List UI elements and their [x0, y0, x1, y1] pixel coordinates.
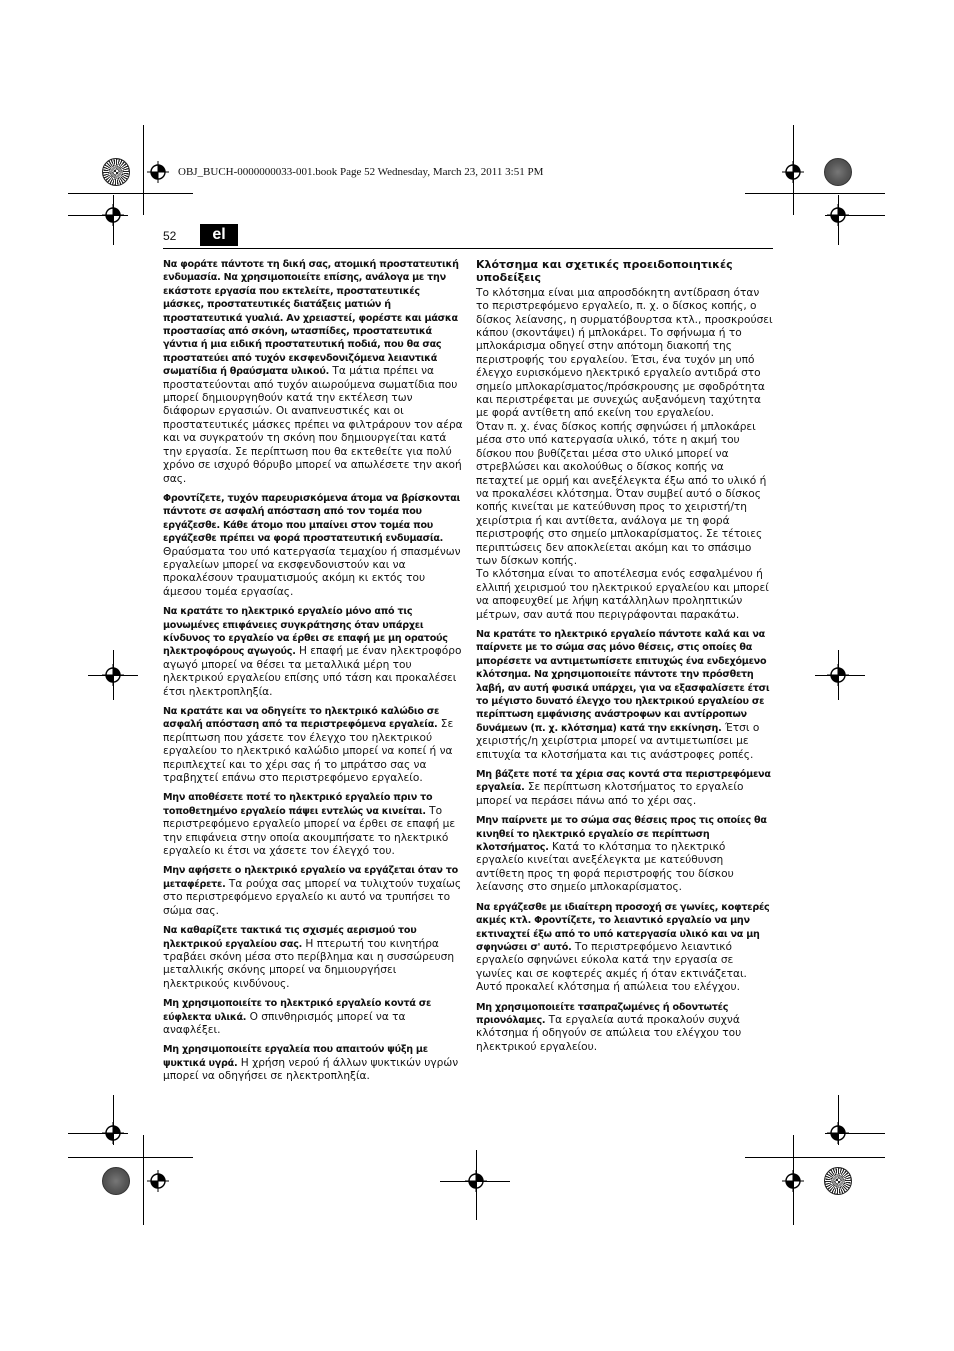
page-number: 52	[163, 229, 177, 243]
warning-lead: Μην αφήσετε ο ηλεκτρικό εργαλείο να εργάζεται όταν το μεταφέρετε.	[163, 865, 458, 890]
crop-line	[143, 1135, 144, 1225]
paragraph-text: Κατά το κλότσημα το ηλεκτρικό εργαλείο κινείται ανεξέλεγκτα με κατεύθυνση αντίθετη προς τη φορά περιστροφής του δίσκου λείανσης στο σημείο μπλοκαρίσματος.	[476, 841, 734, 894]
warning-lead: Μην παίρνετε με το σώμα σας θέσεις προς τις οποίες θα κινηθεί το ηλεκτρικό εργαλείο σε περίπτωση κλοτσήματος.	[476, 815, 767, 854]
safety-paragraph	[163, 258, 463, 486]
warning-lead: Μην αποθέσετε ποτέ το ηλεκτρικό εργαλείο πριν το τοποθετημένο εργαλείο πάψει εντελώς να κινείται.	[163, 792, 433, 817]
section-heading: Κλότσημα και σχετικές προειδοποιητικές υποδείξεις	[476, 258, 733, 285]
paragraph-text: Τα εργαλεία αυτά προκαλούν συχνά κλότσημα ή οδηγούν σε απώλεια του ελέγχου του ηλεκτρικού εργαλείου.	[476, 1013, 742, 1053]
registration-crosshair-icon	[782, 1170, 804, 1192]
registration-rosette-icon	[102, 1167, 130, 1195]
registration-crosshair-icon	[102, 204, 124, 226]
left-column	[163, 258, 463, 1090]
paragraph-text: Η πτερωτή του κινητήρα τραβάει σκόνη μέσα στο περίβλημα και η συσσώρευση μεταλλικής σκόνης μπορεί να δημιουργήσει ηλεκτρικούς κινδύνους.	[163, 937, 455, 990]
safety-paragraph	[163, 492, 463, 599]
warning-lead: Μη χρησιμοποιείτε τσαπραζωμένες ή οδοντωτές πριονόλαμες.	[476, 1001, 729, 1026]
paragraph-text: Το περιστρεφόμενο λειαντικό εργαλείο σφηνώνει εύκολα κατά την εργασία σε γωνίες και σε κοφτερές ακμές ή όταν εκτινάζεται. Αυτό προκαλεί κλότσημα ή απώλεια του ελέγχου.	[476, 940, 747, 994]
registration-crosshair-icon	[827, 1122, 849, 1144]
crop-line	[68, 1157, 193, 1158]
safety-paragraph	[163, 605, 463, 699]
warning-lead: Να κρατάτε και να οδηγείτε το ηλεκτρικό καλώδιο σε ασφαλή απόσταση από τα περιστρεφόμενα εργαλεία.	[163, 706, 440, 731]
registration-rosette-icon	[102, 158, 130, 186]
registration-crosshair-icon	[465, 1170, 487, 1192]
registration-rosette-icon	[824, 158, 852, 186]
paragraph-text: Θραύσματα του υπό κατεργασία τεμαχίου ή σπασμένων εργαλείων μπορεί να εκσφενδονιστούν και να προκαλέσουν τραυματισμούς ακόμη κι εκτός του άμεσου τομέα εργασίας.	[163, 545, 461, 598]
registration-crosshair-icon	[827, 204, 849, 226]
warning-lead: Μη βάζετε ποτέ τα χέρια σας κοντά στα περιστρεφόμενα εργαλεία.	[476, 769, 771, 794]
registration-crosshair-icon	[102, 664, 124, 686]
paragraph-text: Σε περίπτωση κλοτσήματος το εργαλείο μπορεί να περάσει πάνω από το χέρι σας.	[476, 781, 744, 807]
intro-paragraph: Όταν π. χ. ένας δίσκος κοπής σφηνώσει ή μπλοκάρει μέσα στο υπό κατεργασία υλικό, τότε η ακμή του δίσκου που βυθίζεται μέσα στο υλικό μπορεί να στρεβλώσει και ακολούθως ο δίσκος κοπής να πεταχτεί με ορμή και ανεξέλεγκτα έξω από το υλικό ή να προκαλέσει κλότσημα. Όταν συμβεί αυτό ο δίσκος κοπής κινείται με κατεύθυνση προς το χειριστή/τη χειρίστρια ή και αντίθετα, ανάλογα με τη φορά περιστροφής στο σημείο μπλοκαρίσματος. Σε τέτοιες περιπτώσεις δεν αποκλείεται ακόμη και το σπάσιμο των δίσκων κοπής.	[476, 420, 767, 567]
language-badge: el	[200, 224, 238, 246]
safety-paragraph	[163, 997, 463, 1037]
warning-lead: Να φοράτε πάντοτε τη δική σας, ατομική προστατευτική ενδυμασία. Να χρησιμοποιείτε επίσης, ανάλογα με την εκάστοτε εργασία που εκτελείτε, προστατευτικές μάσκες, προστατευτικές διατάξεις ματιών ή προστατευτικά γυαλιά. Αν χρειαστεί, φορέστε και μάσκα προστασίας από σκόνη, ωτασπίδες, προστατευτικά γάντια ή μια ειδική προστατευτική ποδιά, που θα σας προστατεύει από τυχόν εκσφενδονιζόμενα λειαντικά σωματίδια ή θραύσματα υλικού.	[163, 259, 459, 378]
paragraph-text: Σε περίπτωση που χάσετε τον έλεγχο του ηλεκτρικού εργαλείου το ηλεκτρικό καλώδιο μπορεί να κοπεί ή να περιπλεχτεί και το χέρι σας ή το μπράτσο σας να τραβηχτεί επάνω στο περιστρεφόμενο εργαλείο.	[163, 718, 454, 785]
safety-paragraph	[163, 705, 463, 785]
safety-paragraph	[476, 628, 773, 762]
print-file-info: OBJ_BUCH-0000000033-001.book Page 52 Wednesday, March 23, 2011 3:51 PM	[178, 166, 544, 178]
safety-paragraph	[476, 814, 773, 894]
safety-paragraph	[163, 924, 463, 991]
safety-paragraph	[476, 901, 773, 995]
safety-paragraph	[163, 864, 463, 918]
crop-line	[68, 193, 193, 194]
safety-paragraph	[163, 1043, 463, 1083]
crop-line	[143, 125, 144, 215]
registration-crosshair-icon	[827, 664, 849, 686]
warning-lead: Φροντίζετε, τυχόν παρευρισκόμενα άτομα να βρίσκονται πάντοτε σε ασφαλή απόσταση από τον τομέα που εργάζεσθε. Κάθε άτομο που μπαίνει στον τομέα που εργάζεσθε πρέπει να φορά προστατευτική ενδυμασία.	[163, 492, 461, 545]
registration-crosshair-icon	[147, 1170, 169, 1192]
paragraph-text: Το περιστρεφόμενο εργαλείο μπορεί να έρθει σε επαφή με την επιφάνεια στην οποία ακουμπήσατε το ηλεκτρικό εργαλείο κι έτσι να χάσετε τον έλεγχό του.	[163, 804, 456, 858]
intro-paragraph: Το κλότσημα είναι μια απροσδόκητη αντίδραση όταν το περιστρεφόμενο εργαλείο, π. χ. ο δίσκος κοπής, ο δίσκος λείανσης, η συρματόβουρτσα κτλ., προσκρούσει κάπου (σκοντάψει) ή μπλοκάρει. Το σφήνωμα ή το μπλοκάρισμα οδηγεί στην απότομη διακοπή της περιστροφής του εργαλείου. Έτσι, ένα τυχόν μη υπό έλεγχο ευρισκόμενο ηλεκτρικό εργαλείο αντιδρά στο σημείο μπλοκαρίσματος/πρόσκρουσης με σφοδρότητα και περιστρέφεται με συνεχώς αυξανόμενη ταχύτητα με φορά αντίθετη από εκείνη του εργαλείου.	[476, 286, 773, 420]
paragraph-text: Τα μάτια πρέπει να προστατεύονται από τυχόν αιωρούμενα σωματίδια που μπορεί δημιουργηθούν κατά την εκτέλεση των διάφορων εργασιών. Οι αναπνευστικές και οι προστατευτικές μάσκες πρέπει να φιλτράρουν τον αέρα και να συγκρατούν τη σκόνη που δημιουργείται κατά την εργασία. Σε περίπτωση που θα εκτεθείτε για πολύ χρόνο σε ισχυρό θόρυβο μπορεί να απωλέσετε την ακοή σας.	[163, 365, 463, 485]
safety-paragraph	[163, 791, 463, 858]
warning-lead: Να κρατάτε το ηλεκτρικό εργαλείο μόνο από τις μονωμένες επιφάνειες συγκράτησης όταν υπάρχει κίνδυνος το εργαλείο να έρθει σε επαφή με μη ορατούς ηλεκτροφόρους αγωγούς.	[163, 606, 448, 658]
right-column	[476, 258, 773, 1060]
paragraph-text: Έτσι ο χειριστής/η χειρίστρια μπορεί να αντιμετωπίσει με επιτυχία τα κλοτσήματα και τις ανάστροφες ροπές.	[476, 721, 760, 761]
paragraph-text: Τα ρούχα σας μπορεί να τυλιχτούν τυχαίως στο περιστρεφόμενο εργαλείο κι αυτό να τρυπήσει το σώμα σας.	[163, 877, 462, 917]
warning-lead: Να καθαρίζετε τακτικά τις σχισμές αερισμού του ηλεκτρικού εργαλείου σας.	[163, 925, 417, 950]
warning-lead: Να εργάζεσθε με ιδιαίτερη προσοχή σε γωνίες, κοφτερές ακμές κτλ. Φροντίζετε, το λειαντικό εργαλείο να μην εκτιναχτεί έξω από το υπό κατεργασία υλικό και να μη σφηνώσει σ' αυτό.	[476, 901, 770, 953]
warning-lead: Να κρατάτε το ηλεκτρικό εργαλείο πάντοτε καλά και να παίρνετε με το σώμα σας μόνο θέσεις, στις οποίες θα μπορέσετε να αντιμετωπίσετε επιτυχώς ένα ενδεχόμενο κλότσημα. Να χρησιμοποιείτε πάντοτε την πρόσθετη λαβή, αν αυτή φυσικά υπάρχει, για να εξασφαλίσετε έτσι το μέγιστο δυνατό έλεγχο του ηλεκτρικού εργαλείου σε περίπτωση εμφάνισης ανάστροφων και αντίρροπων δυνάμεων (π. χ. κλότσημα) κατά την εκκίνηση.	[476, 628, 770, 734]
paragraph-text: Η χρήση νερού ή άλλων ψυκτικών υγρών μπορεί να οδηγήσει σε ηλεκτροπληξία.	[163, 1056, 459, 1083]
crop-line	[745, 193, 885, 194]
paragraph-text: Ο σπινθηρισμός μπορεί να τα αναφλέξει.	[163, 1010, 406, 1036]
paragraph-text: Η επαφή με έναν ηλεκτροφόρο αγωγό μπορεί να θέσει τα μεταλλικά μέρη του ηλεκτρικού εργαλείου επίσης υπό τάση και προκαλέσει έτσι ηλεκτροπληξία.	[163, 645, 462, 698]
intro-paragraph: Το κλότσημα είναι το αποτέλεσμα ενός εσφαλμένου ή ελλιπή χειρισμού του ηλεκτρικού εργαλείου και μπορεί να αποφευχθεί με λήψη κατάλληλων προληπτικών μέτρων, σαν αυτά που περιγράφονται παρακάτω.	[476, 568, 769, 621]
safety-paragraph	[476, 1001, 773, 1055]
header-rule	[163, 248, 773, 249]
warning-lead: Μη χρησιμοποιείτε το ηλεκτρικό εργαλείο κοντά σε εύφλεκτα υλικά.	[163, 998, 432, 1023]
registration-crosshair-icon	[147, 161, 169, 183]
warning-lead: Μη χρησιμοποιείτε εργαλεία που απαιτούν ψύξη με ψυκτικά υγρά.	[163, 1044, 428, 1069]
crop-line	[745, 1157, 885, 1158]
registration-crosshair-icon	[782, 161, 804, 183]
registration-rosette-icon	[824, 1167, 852, 1195]
registration-crosshair-icon	[102, 1122, 124, 1144]
safety-paragraph	[476, 768, 773, 808]
